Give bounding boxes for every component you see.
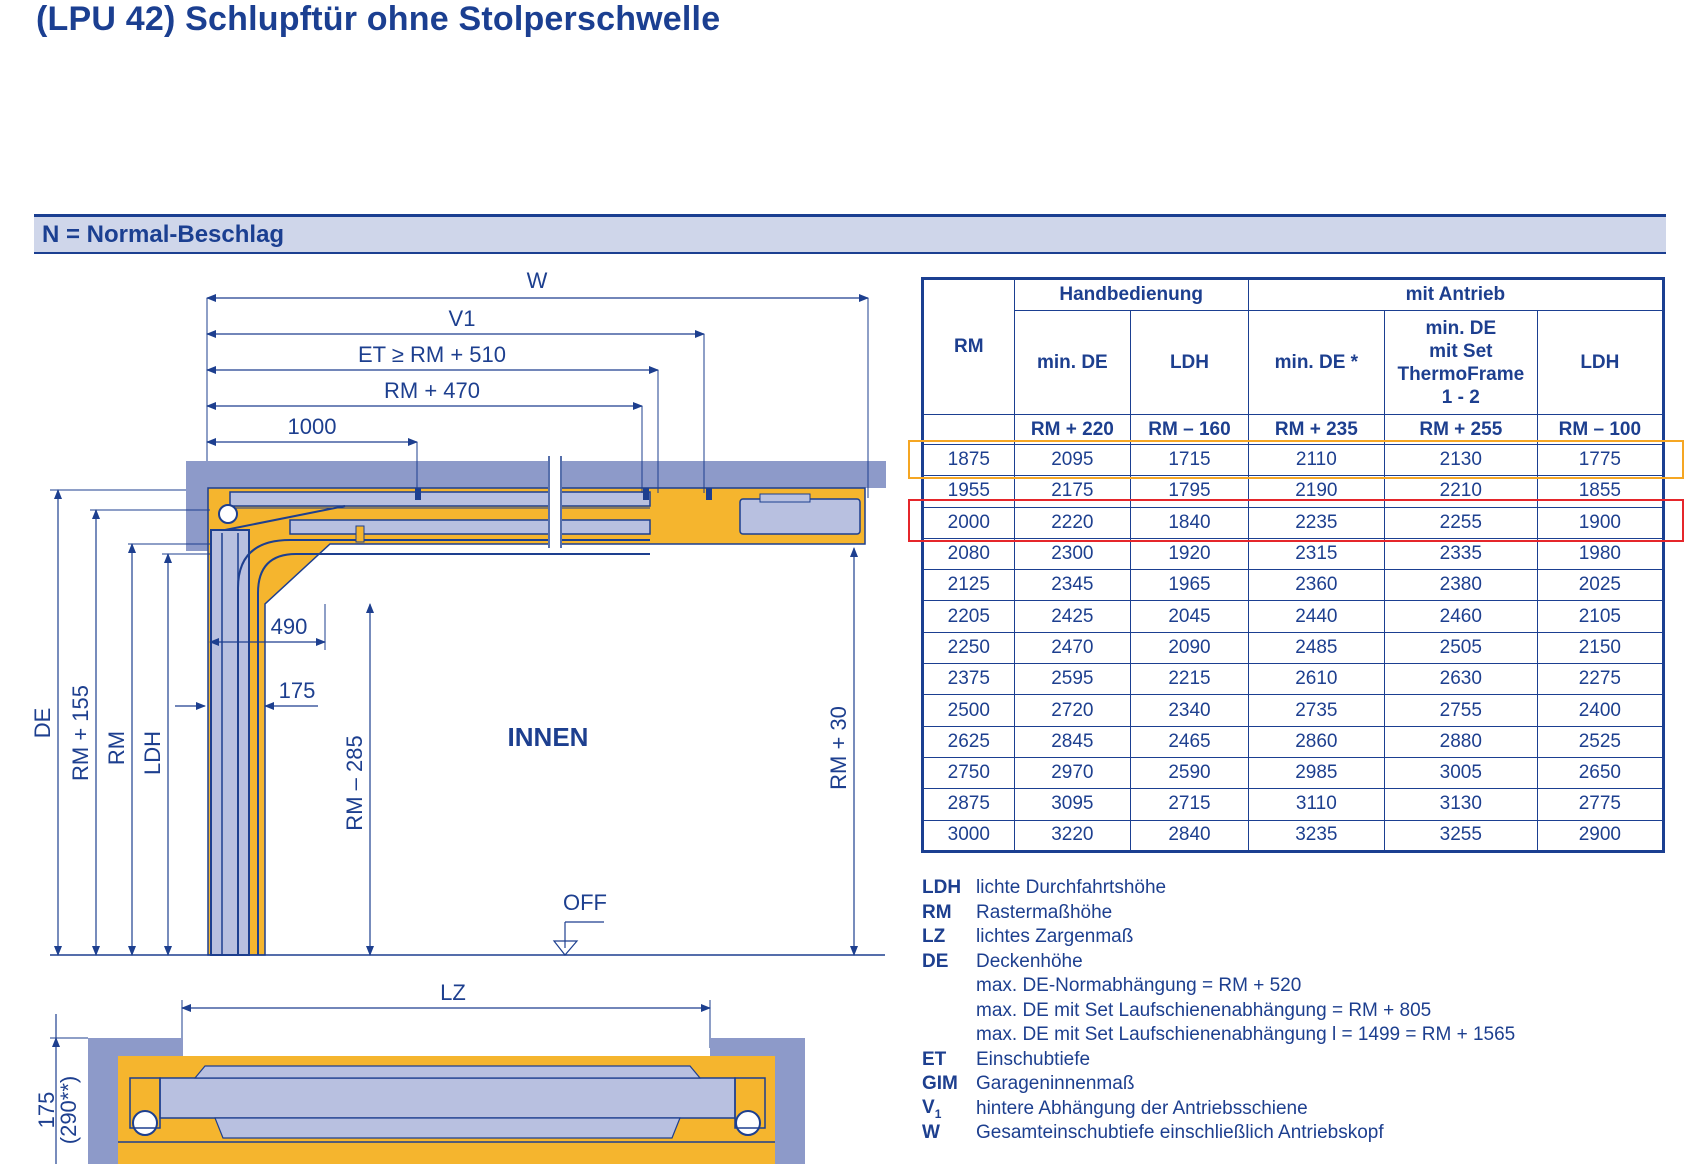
table-cell: 2840 [1131,820,1249,851]
table-cell: 2470 [1014,632,1131,663]
table-row [923,726,1664,757]
table-cell: 2080 [923,538,1015,569]
table-row [923,695,1664,726]
table-row [923,538,1664,569]
table-cell: 2125 [923,570,1015,601]
col-rm-header: RM [923,279,1015,415]
legend-item [922,876,1682,901]
col-antrieb-ldh: LDH [1537,311,1663,415]
legend-desc: Rastermaßhöhe [976,901,1113,923]
table-cell: 2095 [1014,445,1131,476]
ceiling-slab [186,461,886,488]
table-cell: 2150 [1537,632,1663,663]
table-row [923,820,1664,851]
table-cell: 2505 [1384,632,1537,663]
thermo-line-2: mit Set [1429,340,1493,362]
table-cell: 2130 [1384,445,1537,476]
table-cell: 1920 [1131,538,1249,569]
dim-490: 490 [270,614,308,639]
table-cell: 2215 [1131,664,1249,695]
off-label: OFF [563,890,607,915]
table-cell: 2845 [1014,726,1131,757]
legend-desc: lichtes Zargenmaß [976,926,1134,948]
legend-desc: max. DE mit Set Laufschienenabhängung = RM + 805 [976,999,1432,1021]
col-hand-ldh: LDH [1131,311,1249,415]
legend-abbr: RM [922,901,952,923]
table-cell: 2175 [1014,476,1131,507]
table-cell: 2250 [923,632,1015,663]
formula-antrieb-ldh: RM – 100 [1537,415,1663,445]
group-mit-antrieb: mit Antrieb [1248,279,1663,311]
legend-desc: Garageninnenmaß [976,1073,1135,1095]
table-cell: 2110 [1248,445,1384,476]
legend-item [922,999,1682,1024]
table-cell: 1900 [1537,507,1663,538]
vertical-track [211,530,249,955]
table-cell: 3000 [923,820,1015,851]
table-cell: 1715 [1131,445,1249,476]
table-cell: 2775 [1537,789,1663,820]
col-hand-min-de: min. DE [1014,311,1131,415]
dim-rm285: RM – 285 [342,735,367,831]
table-row [923,601,1664,632]
formula-antrieb-min-de: RM + 235 [1248,415,1384,445]
table-cell: 2345 [1014,570,1131,601]
formula-hand-min-de: RM + 220 [1014,415,1131,445]
table-cell: 2500 [923,695,1015,726]
horizontal-rail [230,492,650,506]
operator-head [740,499,860,534]
table-cell: 2650 [1537,757,1663,788]
table-row [923,507,1664,538]
table-row [923,664,1664,695]
section-header [34,214,1666,254]
table-cell: 1855 [1537,476,1663,507]
table-cell: 3110 [1248,789,1384,820]
table-row [923,789,1664,820]
table-cell: 2860 [1248,726,1384,757]
legend-item [922,1072,1682,1097]
table-cell: 1980 [1537,538,1663,569]
dim-rm30: RM + 30 [826,706,851,790]
dim-lz: LZ [440,980,466,1005]
table-cell: 2360 [1248,570,1384,601]
table-cell: 2595 [1014,664,1131,695]
legend-abbr: DE [922,950,949,972]
table-cell: 2525 [1537,726,1663,757]
thermo-line-4: 1 - 2 [1441,386,1480,408]
table-cell: 2105 [1537,601,1663,632]
table-cell: 2440 [1248,601,1384,632]
legend-item [922,901,1682,926]
table-cell: 2380 [1384,570,1537,601]
left-wall [186,461,210,551]
formula-rm-empty [923,415,1015,445]
dim-1000: 1000 [287,414,337,439]
technical-drawing [0,258,900,1164]
thermo-line-3: ThermoFrame [1397,363,1525,385]
dim-rm470: RM + 470 [384,378,480,403]
table-cell: 1840 [1131,507,1249,538]
table-cell: 2045 [1131,601,1249,632]
table-cell: 2235 [1248,507,1384,538]
legend-desc: max. DE-Normabhängung = RM + 520 [976,975,1302,997]
dim-de: DE [30,707,55,739]
formula-hand-ldh: RM – 160 [1131,415,1249,445]
dim-ldh: LDH [140,730,165,776]
dim-290: (290**) [56,1075,81,1145]
table-cell: 2875 [923,789,1015,820]
legend-desc: hintere Abhängung der Antriebsschiene [976,1097,1308,1119]
table-cell: 2750 [923,757,1015,788]
table-row [923,632,1664,663]
legend-abbr: ET [922,1048,947,1070]
table-cell: 2255 [1384,507,1537,538]
table-cell: 2375 [923,664,1015,695]
table-cell: 2970 [1014,757,1131,788]
table-cell: 2465 [1131,726,1249,757]
legend-desc: max. DE mit Set Laufschienenabhängung l = 1499 = RM + 1565 [976,1024,1516,1046]
table-body [923,445,1664,852]
table-cell: 2275 [1537,664,1663,695]
legend-item [922,950,1682,975]
legend-item [922,1097,1682,1122]
table-cell: 2000 [923,507,1015,538]
legend-desc: Gesamteinschubtiefe einschließlich Antriebskopf [976,1122,1384,1144]
legend-abbr: $V_1$ [922,1096,942,1121]
table-cell: 2720 [1014,695,1131,726]
table-cell: 2460 [1384,601,1537,632]
table-cell: 2190 [1248,476,1384,507]
table-cell: 2090 [1131,632,1249,663]
formula-antrieb-thermoframe: RM + 255 [1384,415,1537,445]
legend-item [922,925,1682,950]
table-row [923,757,1664,788]
table-cell: 1795 [1131,476,1249,507]
legend-desc: Deckenhöhe [976,950,1083,972]
dim-rm155: RM + 155 [68,685,93,781]
table-cell: 2590 [1131,757,1249,788]
table-cell: 3005 [1384,757,1537,788]
dim-175: 175 [278,678,316,703]
table-cell: 3095 [1014,789,1131,820]
table-cell: 2630 [1384,664,1537,695]
table-cell: 2315 [1248,538,1384,569]
table-cell: 3220 [1014,820,1131,851]
table-cell: 2610 [1248,664,1384,695]
dim-et: ET ≥ RM + 510 [357,342,507,367]
legend-desc: lichte Durchfahrtshöhe [976,877,1167,899]
table-cell: 2335 [1384,538,1537,569]
legend-item [922,1121,1682,1146]
table-cell: 2205 [923,601,1015,632]
table-cell: 2735 [1248,695,1384,726]
dim-rm: RM [104,730,129,766]
table-cell: 1955 [923,476,1015,507]
dim-w: W [526,268,548,293]
dimension-table [921,277,1665,853]
table-cell: 3255 [1384,820,1537,851]
legend-item [922,1048,1682,1073]
legend-abbr: LDH [922,877,962,899]
drawing-svg [0,258,900,1164]
dimension-table-wrapper [921,277,1666,853]
table-cell: 2340 [1131,695,1249,726]
table-cell: 2755 [1384,695,1537,726]
table-cell: 2985 [1248,757,1384,788]
table-cell: 2220 [1014,507,1131,538]
table-cell: 2210 [1384,476,1537,507]
legend-desc: Einschubtiefe [976,1048,1091,1070]
table-cell: 2900 [1537,820,1663,851]
table-cell: 3235 [1248,820,1384,851]
legend-item [922,1023,1682,1048]
group-handbedienung: Handbedienung [1014,279,1248,311]
table-cell: 1775 [1537,445,1663,476]
table-cell: 1875 [923,445,1015,476]
section-title: N = Normal-Beschlag [42,221,285,248]
table-cell: 2715 [1131,789,1249,820]
dim-v1: V1 [448,306,476,331]
page-title: (LPU 42) Schlupftür ohne Stolperschwelle [36,0,721,38]
legend-abbr: LZ [922,926,946,948]
table-cell: 2425 [1014,601,1131,632]
legend-abbr: W [922,1122,940,1144]
thermo-line-1: min. DE [1425,317,1497,339]
table-row [923,445,1664,476]
col-antrieb-thermoframe [1384,311,1537,415]
table-cell: 2880 [1384,726,1537,757]
table-cell: 2485 [1248,632,1384,663]
innen-label: INNEN [507,722,589,752]
table-cell: 2025 [1537,570,1663,601]
dim-175b: 175 [34,1091,59,1129]
col-antrieb-min-de: min. DE * [1248,311,1384,415]
table-row [923,476,1664,507]
legend-abbr: GIM [922,1073,958,1095]
table-cell: 2625 [923,726,1015,757]
legend-item [922,974,1682,999]
table-cell: 3130 [1384,789,1537,820]
table-cell: 2400 [1537,695,1663,726]
legend [922,876,1682,1146]
table-cell: 2300 [1014,538,1131,569]
table-cell: 1965 [1131,570,1249,601]
table-row [923,570,1664,601]
